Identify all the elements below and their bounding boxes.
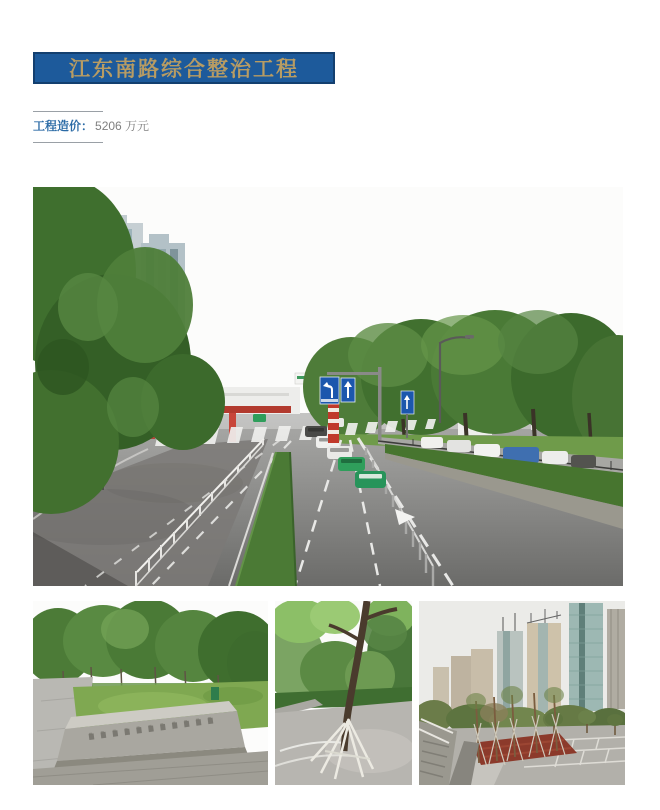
main-road-photo-illustration [33,187,623,586]
project-cost-row [33,117,149,135]
background-foliage [275,601,412,701]
new-tree-illustration [275,601,412,785]
park-stone-illustration [33,601,268,785]
project-cost-label: 工程造价： [33,119,94,133]
gallery-photo-new-tree [275,601,412,785]
project-title-banner [33,52,335,84]
divider-bottom [33,142,103,143]
project-title: 江东南路综合整治工程 [69,58,299,81]
main-road-photo [33,187,623,586]
gallery-photo-park-stone [33,601,268,785]
gallery-photo-highrises [419,601,625,785]
highrises-illustration [419,601,625,785]
divider-top [33,111,103,112]
project-cost-value: 5206 万元 [95,119,150,133]
